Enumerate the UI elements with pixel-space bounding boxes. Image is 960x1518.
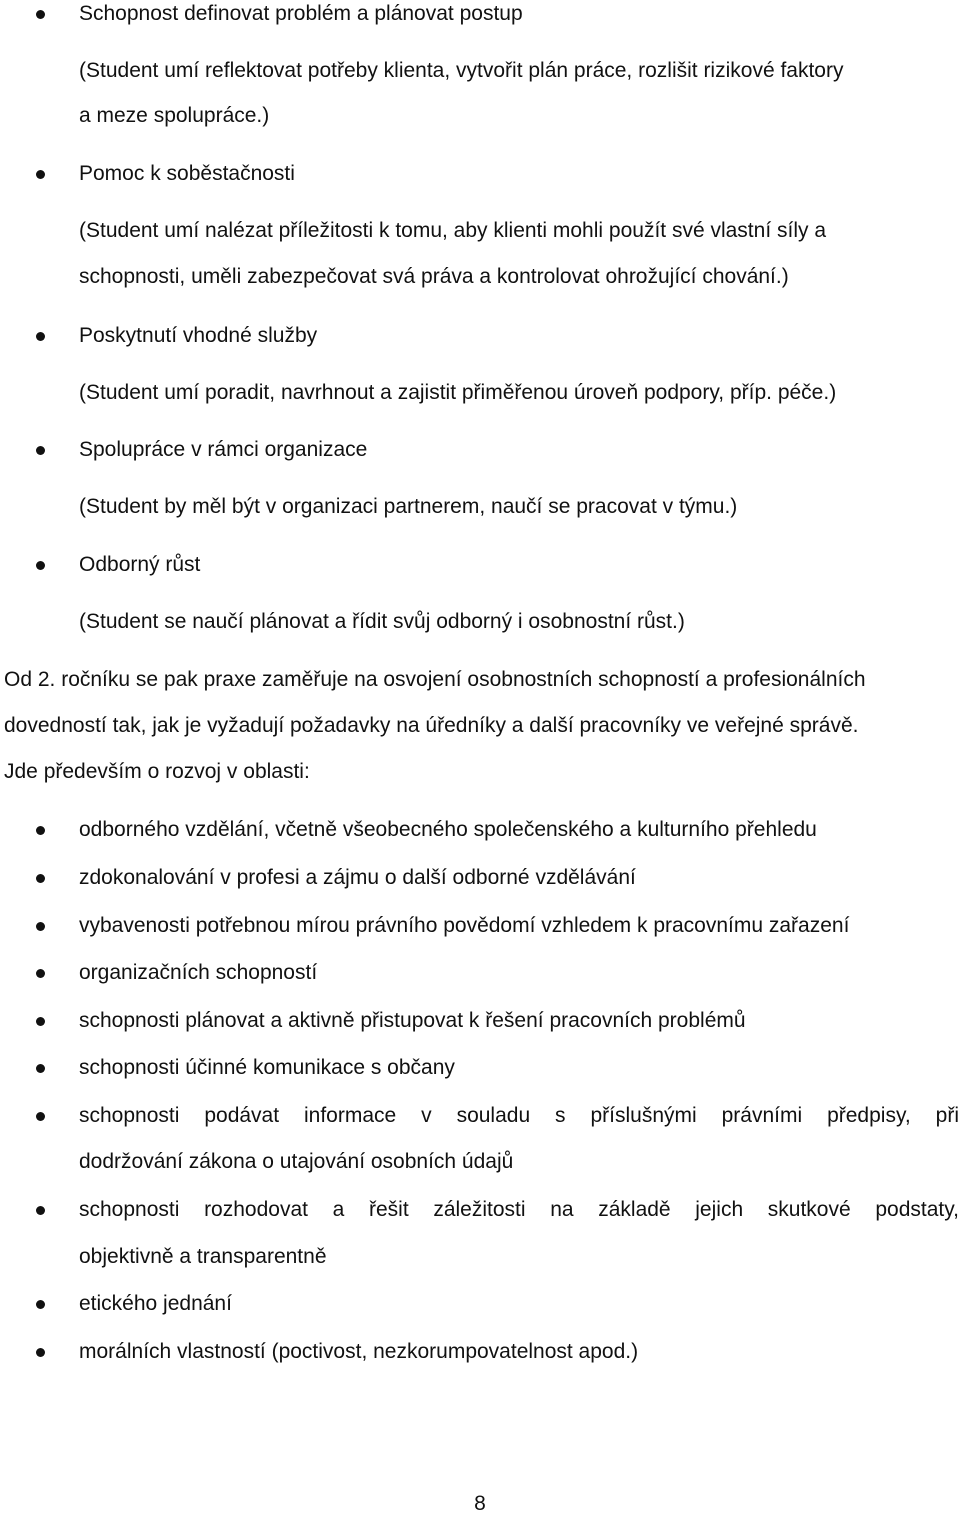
bullet-icon [36,1112,45,1121]
bullet-icon [36,1348,45,1357]
bullet-icon [36,1064,45,1073]
bullet-icon [36,922,45,931]
bullet-icon [36,332,45,341]
bullet-icon [36,10,45,19]
page-number: 8 [474,1492,486,1515]
list-item-title: Pomoc k soběstačnosti [79,162,295,185]
list-item-title: Odborný růst [79,553,201,576]
bullet-icon [36,561,45,570]
bullet-icon [36,874,45,883]
bullet-icon [36,826,45,835]
list-item-title: Schopnost definovat problém a plánovat postup [79,2,523,25]
list-item-title: Spolupráce v rámci organizace [79,438,368,461]
bullet-icon [36,446,45,455]
bullet-icon [36,170,45,179]
bullet-icon [36,969,45,978]
bullet-icon [36,1300,45,1309]
list-item-title: Poskytnutí vhodné služby [79,324,318,347]
bullet-icon [36,1206,45,1215]
document-page: Schopnost definovat problém a plánovat postup (Student umí reflektovat potřeby klienta, vytvořit plán práce, rozlišit rizikové faktory a meze spolupráce.) Pomoc k soběstačnosti (Student umí nalézat příležitosti k tomu, aby klienti mohli použít své vlastní síly a schopnosti, uměli zabezpečovat svá práva a kontrolovat ohrožující chování.) Poskytnutí vhodné služby (Student umí poradit, navrhnout a zajistit přiměřenou úroveň podpory, příp. péče.) Spolupráce v rámci organizace (Student by měl být v organizaci partnerem, naučí se pracovat v týmu.) Odborný růst (Student se naučí plánovat a řídit svůj odborný i osobnostní růst.) Od 2. ročníku se pak praxe zaměřuje na osvojení osobnostních schopností a profesionálních dovedností tak, jak je vyžadují požadavky na úředníky a další pracovníky ve veřejné správě. Jde především o rozvoj v oblasti: odborného vzdělání, včetně všeobecného společenského a kulturního přehledu zdokonalování v profesi a zájmu o další odborné vzdělávání vybavenosti potřebnou mírou právního povědomí vzhledem k pracovnímu zařazení organizačních schopností schopnosti plánovat a aktivně přistupovat k řešení pracovních problémů schopnosti účinné komunikace s občany schopnosti podávat informace v souladu s příslušnými právními předpisy, při dodržování zákona o utajování osobních údajů schopnosti rozhodovat a řešit záležitosti na základě jejich skutkové podstaty, objektivně a transparentně etického jednání morálních vlastností (poctivost, nezkorumpovatelnost apod.) 8 [0,0,960,1515]
bullet-icon [36,1017,45,1026]
